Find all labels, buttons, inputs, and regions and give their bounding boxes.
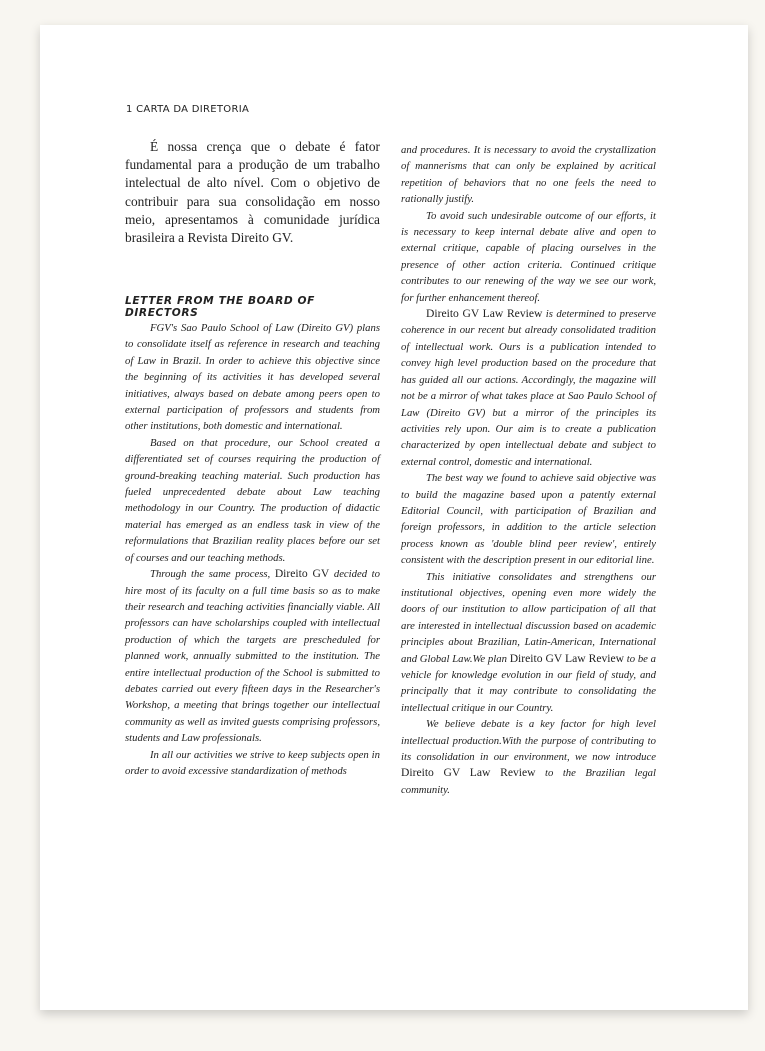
paragraph-3-end: decided to hire most of its faculty on a full time basis so as to make their research and teaching activities financially viable. All professors can have scholarships coupled with intellectual production of which the targets are prescheduled for planned work, annually submitted to the institution. The entire intellectual production of the School is submitted to debates carried out every fifteen days in the Researcher's Workshop, a meeting that brings together our intellectual community as well as invited guests comprising professors, students and Law professionals. [125,568,380,745]
paragraph-8 [401,569,656,717]
paragraph-4-continued: and procedures. It is necessary to avoid the crystallization of mannerisms that can only be explained by acritical repetition of behaviors that no one feels the need to rationally justify. [401,144,656,206]
paragraph-8-end: to be a vehicle for knowledge evolution in our field of study, and principally that it may contribute to consolidating the intellectual critique in our Country. [401,652,657,714]
journal-name: Direito GV Law Review [401,766,536,780]
paragraph-7: The best way we found to achieve said objective was to build the magazine based upon a patently external Editorial Council, with participation of Brazilian and foreign professors, in addition to the article selection process known as 'double blind peer review', entirely consistent with the description present in our editorial line. [401,472,656,567]
paragraph-1: FGV's Sao Paulo School of Law (Direito GV) plans to consolidate itself as reference in research and teaching of Law in Brazil. In order to achieve this objective since the beginning of its activities it has developed several initiatives, always based on debate among peers open to external participation of professors and students from other institutions, both domestic and international. [125,322,380,433]
paragraph-2: Based on that procedure, our School created a differentiated set of courses requiring the production of ground-breaking teaching material. Such production has fueled unprecedented debate about Law teaching methodology in our Country. The production of didactic material has emerged as an endless task in view of the reformulations that Brazilian reality places before our set of courses and our teaching methods. [125,436,380,564]
paragraph-9 [401,716,656,798]
paragraph-6 [401,306,656,470]
journal-name: Direito GV [274,567,330,581]
left-column-portuguese [125,138,380,247]
paragraph-8-start: This initiative consolidates and strengthens our institutional objectives, opening even more widely the doors of our institution to allow participation of all that are interested in intellectual discussion based on academic principles about Brazilian, Latin-American, International and Global Law.We plan [401,570,656,665]
document-page [40,25,748,1010]
paragraph-5: To avoid such undesirable outcome of our efforts, it is necessary to keep internal debate alive and open to external critique, capable of placing ourselves in the presence of other action criteria. Continued critique contributes to our renewing of the way we see our work, for further enhancement thereof. [401,209,656,304]
left-column-english [125,320,380,779]
paragraph-6-text: is determined to preserve coherence in our recent but already consolidated tradition of intellectual work. Ours is a publication intended to convey high level production based on the procedure that has guided all our actions. Accordingly, the magazine will not be a mirror of what takes place at Sao Paulo School of Law (Direito GV) but a mirror of the principles its activities rely upon. Our aim is to create a publication characterized by open intellectual debate and subject to external control, domestic and international. [401,308,657,468]
right-column-english [401,142,656,798]
paragraph-3-start: Through the same process, [150,568,271,581]
paragraph-9-end: to the Brazilian legal community. [401,767,656,796]
journal-name: Direito GV Law Review [426,307,543,321]
running-head: 1 CARTA DA DIRETORIA [126,104,250,115]
paragraph-4: In all our activities we strive to keep subjects open in order to avoid excessive standardization of methods [125,748,380,777]
portuguese-paragraph: É nossa crença que o debate é fator fundamental para a produção de um trabalho intelectual de alto nível. Com o objetivo de contribuir para sua consolidação em nosso meio, apresentamos à comunidade jurídica brasileira a Revista Direito GV. [125,139,380,246]
section-heading: LETTER FROM THE BOARD OF DIRECTORS [125,295,315,319]
paragraph-3 [125,566,380,746]
journal-name: Direito GV Law Review [509,651,625,665]
paragraph-9-start: We believe debate is a key factor for high level intellectual production.With the purpose of contributing to its consolidation in our environment, we now introduce [401,718,656,764]
